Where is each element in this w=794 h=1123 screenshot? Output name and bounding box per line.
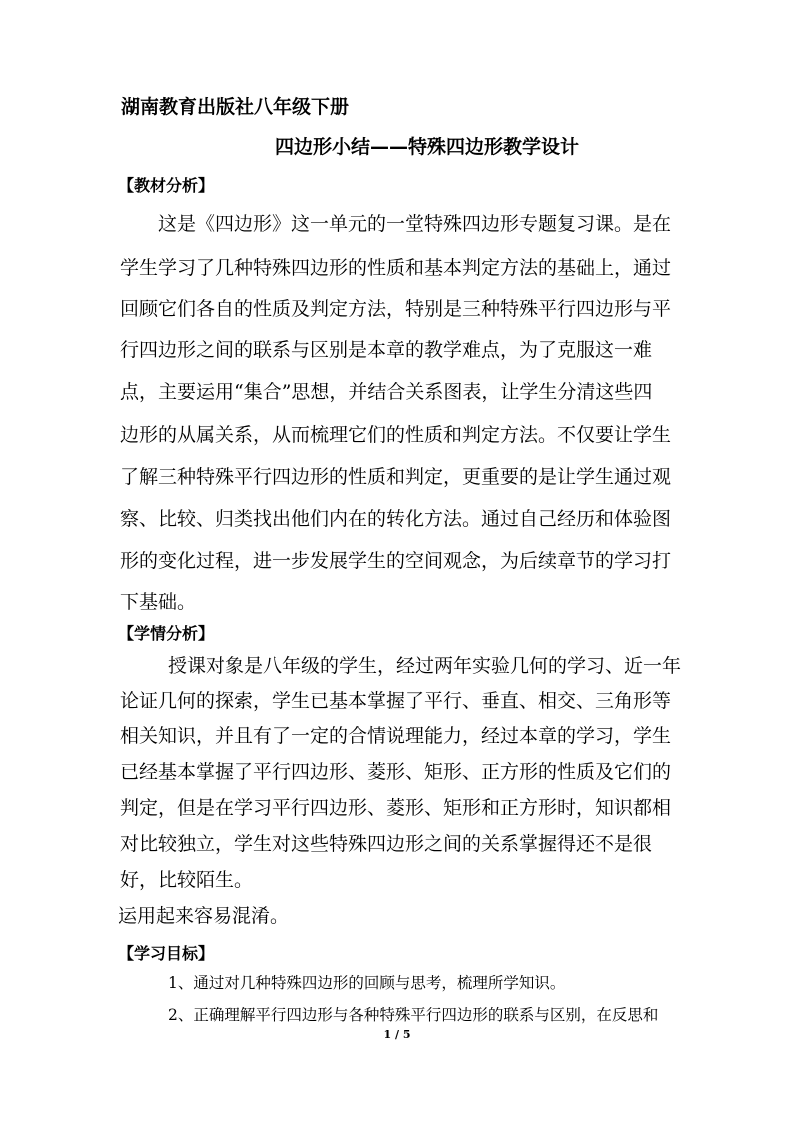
paragraph-line: 运用起来容易混淆。 — [118, 905, 290, 927]
paragraph-line: 边形的从属关系，从而梳理它们的性质和判定方法。不仅要让学生 — [120, 424, 672, 446]
section-heading-student-analysis: 【学情分析】 — [118, 624, 215, 643]
paragraph-line: 对比较独立，学生对这些特殊四边形之间的关系掌握得还不是很 — [120, 833, 653, 855]
paragraph-line: 形的变化过程，进一步发展学生的空间观念，为后续章节的学习打 — [120, 550, 672, 572]
objective-item: 2、正确理解平行四边形与各种特殊平行四边形的联系与区别，在反思和 — [168, 1006, 659, 1024]
page-number: 1 / 5 — [383, 1028, 411, 1041]
paragraph-line: 下基础。 — [120, 591, 197, 613]
paragraph-line: 察、比较、归类找出他们内在的转化方法。通过自己经历和体验图 — [120, 508, 672, 530]
paragraph-line: 好，比较陌生。 — [120, 869, 254, 891]
paragraph-line: 论证几何的探索，学生已基本掌握了平行、垂直、相交、三角形等 — [120, 690, 672, 712]
paragraph-line: 判定，但是在学习平行四边形、菱形、矩形和正方形时，知识都相 — [120, 797, 672, 819]
paragraph-line: 点，主要运用“集合”思想，并结合关系图表，让学生分清这些四 — [120, 381, 653, 403]
paragraph-line: 学生学习了几种特殊四边形的性质和基本判定方法的基础上，通过 — [120, 257, 672, 279]
publisher-line: 湖南教育出版社八年级下册 — [121, 96, 350, 118]
paragraph-line: 相关知识，并且有了一定的合情说理能力，经过本章的学习，学生 — [120, 725, 672, 747]
paragraph-line: 行四边形之间的联系与区别是本章的教学难点，为了克服这一难 — [120, 339, 653, 361]
paragraph-line: 回顾它们各自的性质及判定方法，特别是三种特殊平行四边形与平 — [120, 298, 672, 320]
section-heading-textbook-analysis: 【教材分析】 — [118, 176, 215, 195]
paragraph-line: 已经基本掌握了平行四边形、菱形、矩形、正方形的性质及它们的 — [120, 761, 672, 783]
paragraph-line: 授课对象是八年级的学生，经过两年实验几何的学习、近一年 — [168, 655, 682, 677]
section-heading-learning-objectives: 【学习目标】 — [118, 944, 215, 963]
paragraph-line: 了解三种特殊平行四边形的性质和判定，更重要的是让学生通过观 — [120, 466, 672, 488]
page-title: 四边形小结——特殊四边形教学设计 — [275, 136, 580, 158]
objective-item: 1、通过对几种特殊四边形的回顾与思考，梳理所学知识。 — [168, 974, 566, 992]
paragraph-line: 这是《四边形》这一单元的一堂特殊四边形专题复习课。是在 — [158, 213, 672, 235]
